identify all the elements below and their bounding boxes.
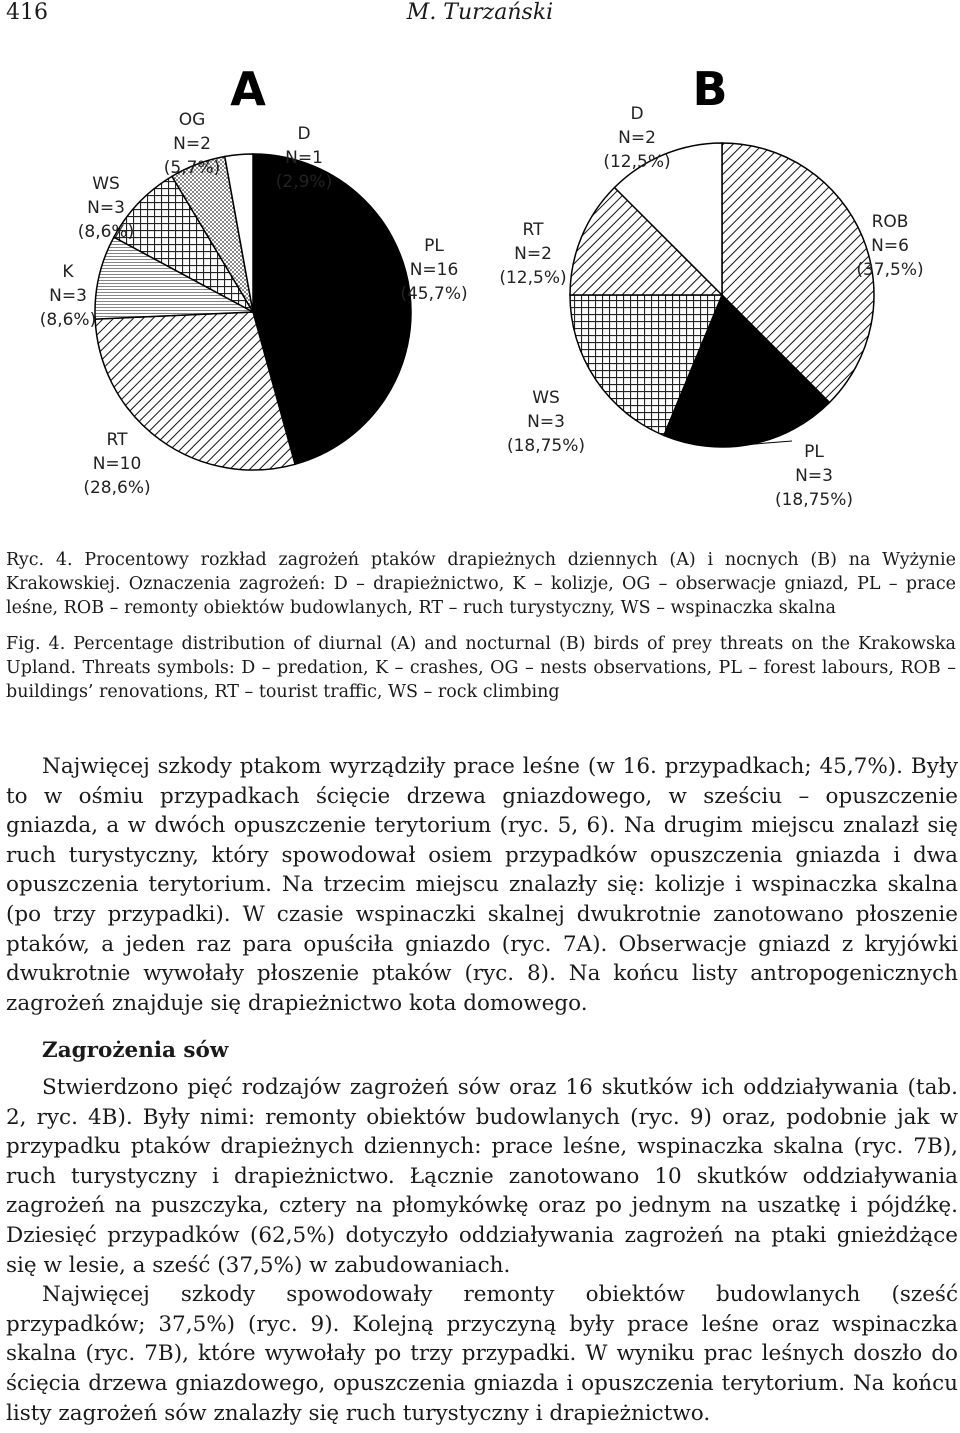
caption-polish-text: Ryc. 4. Procentowy rozkład zagrożeń ptaków drapieżnych dziennych (A) i nocnych (B) na Wyżynie Krakowskiej. Oznaczenia zagrożeń: D – drapieżnictwo, K – kolizje, OG – obserwacje gniazd, PL – prace leśne, ROB – remonty obiektów budowlanych, RT – ruch turystyczny, WS – wspinaczka skalna <box>6 550 956 618</box>
chart-b-title: B <box>692 62 728 116</box>
caption-english <box>6 632 956 704</box>
label-code: WS <box>532 388 560 408</box>
label-code: K <box>62 262 74 282</box>
label-pct: (28,6%) <box>83 478 151 498</box>
label-n: N=2 <box>618 128 656 148</box>
caption-english-text: Fig. 4. Percentage distribution of diurnal (A) and nocturnal (B) birds of prey threats on the Krakowska Upland. Threats symbols: D – predation, K – crashes, OG – nests observations, PL – forest labours, ROB – buildings’ renovations, RT – tourist traffic, WS – rock climbing <box>6 634 956 702</box>
pie-a-label-pl <box>400 236 467 304</box>
caption-polish <box>6 548 956 620</box>
pie-b-label-d <box>603 104 670 172</box>
label-n: N=3 <box>49 286 87 306</box>
pie-a-label-d <box>276 124 332 192</box>
pie-a-label-og <box>164 110 220 178</box>
label-n: N=3 <box>527 412 565 432</box>
label-code: OG <box>178 110 206 130</box>
label-pct: (12,5%) <box>499 268 567 288</box>
pie-chart-b <box>570 143 874 447</box>
label-code: D <box>297 124 311 144</box>
label-pct: (37,5%) <box>856 260 924 280</box>
label-code: ROB <box>871 212 909 232</box>
label-n: N=16 <box>409 260 459 280</box>
label-n: N=1 <box>285 148 323 168</box>
label-pct: (2,9%) <box>275 172 333 192</box>
page-header <box>0 0 960 30</box>
pie-chart-a <box>95 154 411 470</box>
section-heading: Zagrożenia sów <box>42 1038 229 1063</box>
label-code: RT <box>522 220 544 240</box>
pie-a-label-k <box>40 262 96 330</box>
label-n: N=3 <box>87 198 125 218</box>
paragraph-3: Najwięcej szkody spowodowały remonty obiektów budowlanych (sześć przypadków; 37,5%) (ryc. 9). Kolejną przyczyną były prace leśne oraz wspinaczka skalna (ryc. 7B), które wywołały po trzy przypadki. W wyniku prac leśnych doszło do ścięcia drzewa gniazdowego, opuszczenia gniazda i opuszczenia terytorium. Na końcu listy zagrożeń sów znalazły się ruch turystyczny i drapieżnictwo. <box>6 1282 958 1426</box>
pie-a-label-rt <box>83 430 150 498</box>
label-n: N=2 <box>173 134 211 154</box>
pie-a-label-ws <box>78 174 134 242</box>
body-section-1 <box>6 752 958 1018</box>
label-pct: (8,6%) <box>39 310 97 330</box>
label-pct: (12,5%) <box>603 152 671 172</box>
label-code: WS <box>92 174 120 194</box>
label-code: RT <box>106 430 128 450</box>
label-n: N=2 <box>514 244 552 264</box>
label-n: N=10 <box>92 454 142 474</box>
pie-b-label-ws <box>507 388 585 456</box>
page-number: 416 <box>6 0 48 25</box>
label-pct: (45,7%) <box>400 284 468 304</box>
label-n: N=3 <box>795 466 833 486</box>
label-pct: (8,6%) <box>77 222 135 242</box>
body-section-2 <box>6 1073 958 1428</box>
pie-b-label-rt <box>499 220 566 288</box>
pie-b-label-pl <box>775 442 853 510</box>
label-code: D <box>630 104 644 124</box>
figure-4-pie-charts <box>0 55 960 525</box>
running-head: M. Turzański <box>406 0 554 25</box>
label-code: PL <box>424 236 444 256</box>
label-n: N=6 <box>871 236 909 256</box>
label-pct: (5,7%) <box>163 158 221 178</box>
label-code: PL <box>804 442 824 462</box>
label-pct: (18,75%) <box>506 436 586 456</box>
paragraph-2: Stwierdzono pięć rodzajów zagrożeń sów oraz 16 skutków ich oddziaływania (tab. 2, ryc. 4B). Były nimi: remonty obiektów budowlanych (ryc. 9) oraz, podobnie jak w przypadku ptaków drapieżnych dziennych: prace leśne, wspinaczka skalna (ryc. 7B), ruch turystyczny i drapieżnictwo. Łącznie zanotowano 10 skutków oddziaływania zagrożeń na puszczyka, cztery na płomykówkę oraz po jednym na uszatkę i pójdźkę. Dziesięć przypadków (62,5%) dotyczyło oddziaływania zagrożeń na ptaki gnieżdżące się w lesie, a sześć (37,5%) w zabudowaniach. <box>6 1075 958 1278</box>
label-pct: (18,75%) <box>774 490 854 510</box>
chart-a-title: A <box>230 62 266 116</box>
paragraph-1: Najwięcej szkody ptakom wyrządziły prace leśne (w 16. przypadkach; 45,7%). Były to w ośmiu przypadkach ścięcie drzewa gniazdowego, w sześciu – opuszczenie gniazda, a w dwóch opuszczenie terytorium (ryc. 5, 6). Na drugim miejscu znalazł się ruch turystyczny, który spowodował osiem przypadków opuszczenia gniazda i dwa opuszczenia terytorium. Na trzecim miejscu znalazły się: kolizje i wspinaczka skalna (po trzy przypadki). W czasie wspinaczki skalnej dwukrotnie zanotowano płoszenie ptaków, a jeden raz para opuściła gniazdo (ryc. 7A). Obserwacje gniazd z kryjówki dwukrotnie wywołały płoszenie ptaków (ryc. 8). Na końcu listy antropogenicznych zagrożeń znajduje się drapieżnictwo kota domowego. <box>6 754 958 1016</box>
